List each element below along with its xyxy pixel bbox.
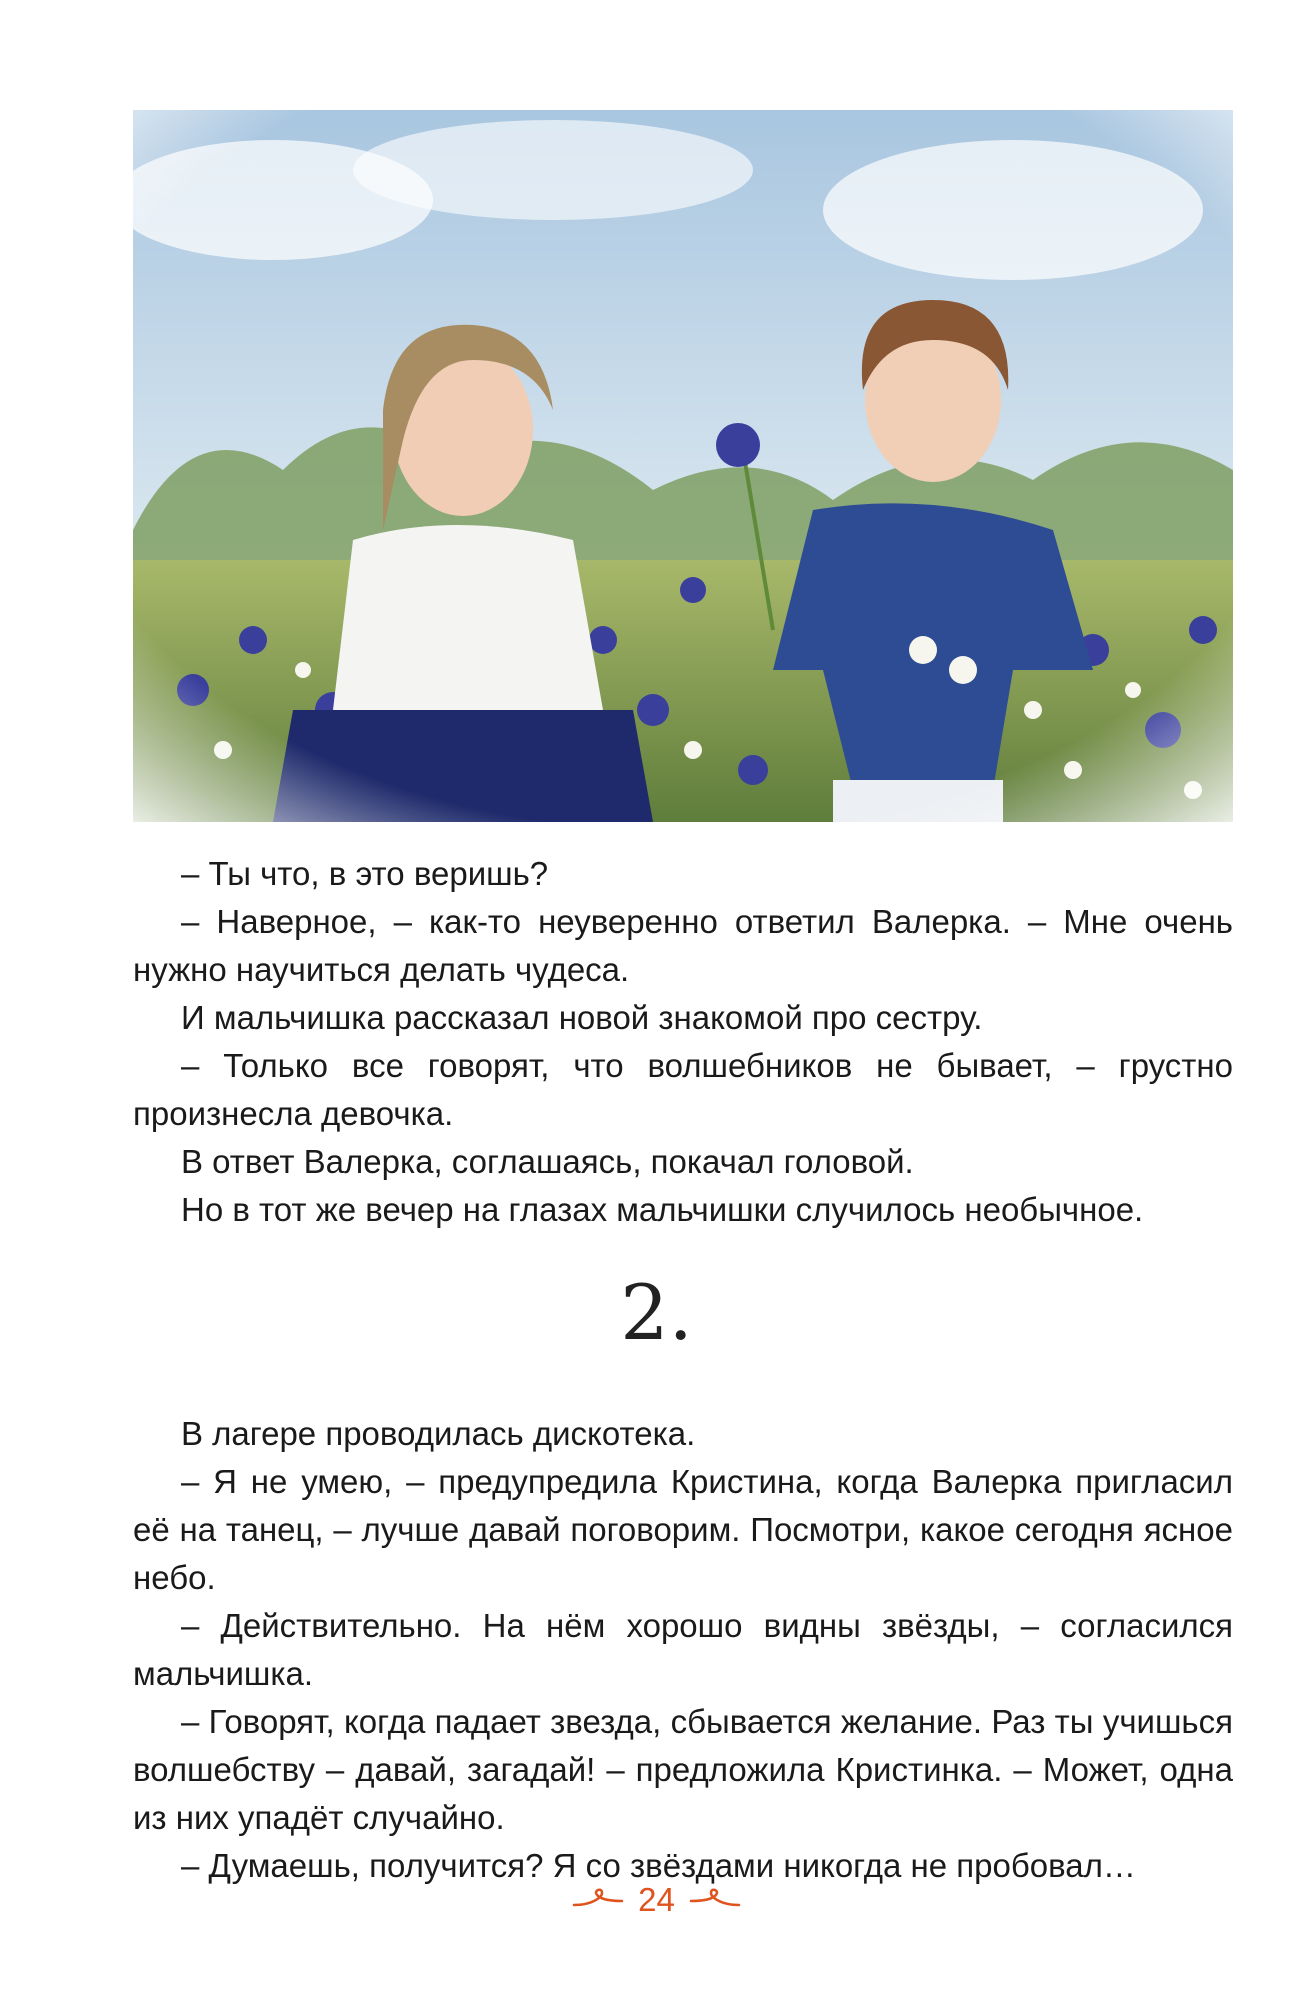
illustration-children-in-cornflower-field: [133, 110, 1233, 822]
page-footer: [0, 1880, 1313, 1920]
flourish-right-icon: [689, 1887, 741, 1913]
paragraph: – Думаешь, получится? Я со звёздами никогда не пробовал…: [181, 1847, 1136, 1884]
flourish-left-icon: [572, 1887, 624, 1913]
paragraph: – Ты что, в это веришь?: [181, 855, 549, 892]
paragraph: Но в тот же вечер на глазах мальчишки случилось необычное.: [181, 1191, 1144, 1228]
paragraph: – Наверное, – как-то неуверенно ответил Валерка. – Мне очень нужно научиться делать чудеса.: [133, 903, 1233, 988]
field-painting: [133, 110, 1233, 822]
paragraph: В ответ Валерка, соглашаясь, покачал головой.: [181, 1143, 914, 1180]
paragraph: – Только все говорят, что волшебников не бывает, – грустно произнесла девочка.: [133, 1047, 1233, 1132]
paragraph: – Действительно. На нём хорошо видны звёзды, – согласился мальчишка.: [133, 1607, 1233, 1692]
paragraph: В лагере проводилась дискотека.: [181, 1415, 696, 1452]
paragraph: – Я не умею, – предупредила Кристина, когда Валерка пригласил её на танец, – лучше давай поговорим. Посмотри, какое сегодня ясное небо.: [133, 1463, 1233, 1596]
text-block-chapter-2: [133, 1410, 1233, 1890]
paragraph: – Говорят, когда падает звезда, сбывается желание. Раз ты учишься волшебству – давай, загадай! – предложила Кристинка. – Может, одна из них упадёт случайно.: [133, 1703, 1233, 1836]
page-number: 24: [638, 1881, 675, 1918]
chapter-number: 2.: [620, 1268, 693, 1357]
paragraph: И мальчишка рассказал новой знакомой про сестру.: [181, 999, 983, 1036]
text-block-before-chapter: [133, 850, 1233, 1234]
